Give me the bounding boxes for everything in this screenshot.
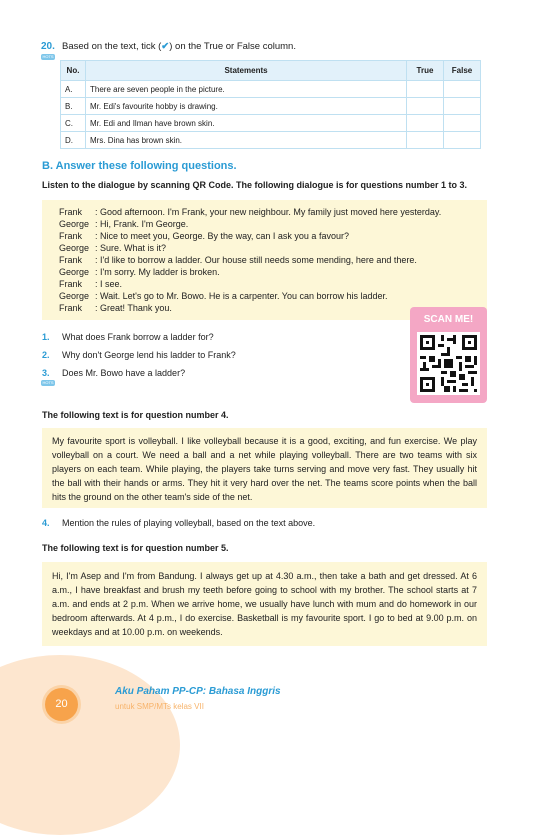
dialogue-line [59,219,188,229]
line-text: : Great! Thank you. [95,303,172,313]
line-text: : I'd like to borrow a ladder. Our house still needs some mending, here and there. [95,255,417,265]
scan-me-card[interactable] [410,307,487,403]
section-b-instruction: Listen to the dialogue by scanning QR Code. The following dialogue is for questions number 1 to 3. [42,180,468,190]
hots-badge: HOTS [42,54,54,59]
dialogue-line [59,267,220,277]
header-true: True [407,61,444,81]
true-cell[interactable] [407,132,444,149]
dialogue-box [42,200,487,320]
text-4-body: My favourite sport is volleyball. I like volleyball because it is a good, exciting, and fun exercise. We play volleyball on a court. We need a ball and a net while playing volleyball. There are two teams with six players on each team. While playing, the players take turns serving and move very fast. They usually hit the ball with their hands or arms. They hit it very hard over the net. The teams score points when the ball hits the ground on the other team's side of the net. [52,436,477,502]
true-cell[interactable] [407,115,444,132]
book-subtitle: untuk SMP/MTs kelas VII [115,702,204,711]
question-20-text [62,41,296,52]
question-number: 3. [42,368,50,378]
header-no: No. [61,61,86,81]
line-text: : Good afternoon. I'm Frank, your new neighbour. My family just moved here yesterday. [95,207,442,217]
speaker: George [59,291,90,301]
header-statements: Statements [86,61,407,81]
tick-icon: ✔ [161,41,170,52]
speaker: Frank [59,207,83,217]
question-number-20: 20. [41,41,55,52]
speaker: Frank [59,231,83,241]
row-statement: Mr. Edi's favourite hobby is drawing. [86,98,407,115]
dialogue-line [59,291,388,301]
text-5-box [42,562,487,646]
speaker: Frank [59,279,83,289]
question-number: 4. [42,518,50,528]
row-statement: There are seven people in the picture. [86,81,407,98]
true-false-table [60,60,481,149]
table-row [61,115,481,132]
table-row [61,132,481,149]
text-5-heading: The following text is for question number 5. [42,543,229,553]
question-20-text-after: ) on the True or False column. [169,41,296,52]
row-statement: Mr. Edi and Ilman have brown skin. [86,115,407,132]
true-cell[interactable] [407,81,444,98]
scan-me-label: SCAN ME! [423,314,474,325]
speaker: Frank [59,303,83,313]
false-cell[interactable] [444,132,481,149]
table-row [61,81,481,98]
speaker: George [59,267,90,277]
text-4-heading: The following text is for question number 4. [42,410,229,420]
page-number-badge [45,688,78,721]
row-no: A. [61,81,86,98]
question-20-text-before: Based on the text, tick ( [62,41,162,52]
row-no: D. [61,132,86,149]
false-cell[interactable] [444,81,481,98]
row-no: C. [61,115,86,132]
line-text: : Nice to meet you, George. By the way, can I ask you a favour? [95,231,349,241]
text-4-box [42,428,487,508]
qr-code-icon[interactable] [417,332,480,395]
book-title: Aku Paham PP-CP: Bahasa Inggris [115,686,281,697]
text-5-body: Hi, I'm Asep and I'm from Bandung. I always get up at 4.30 a.m., then take a bath and get dressed. At 6 a.m., I have breakfast and brush my teeth before going to school with my brother. The school starts at 7 a.m. and ends at 2 p.m. When we arrive home, we usually have lunch with mum and do homework in our bedroom afterwards. At 4 p.m., I do exercise. Basketball is my favourite sport. I go to bed at 9.00 p.m. on weekdays and at 10.00 p.m. on weekends. [52,571,477,637]
false-cell[interactable] [444,115,481,132]
line-text: : Hi, Frank. I'm George. [95,219,189,229]
line-text: : Wait. Let's go to Mr. Bowo. He is a carpenter. You can borrow his ladder. [95,291,388,301]
question-text: Why don't George lend his ladder to Frank? [62,350,236,360]
table-header-row [61,61,481,81]
speaker: George [59,243,90,253]
dialogue-line [59,303,172,313]
dialogue-line [59,207,441,217]
speaker: George [59,219,90,229]
page-number: 20 [55,698,68,710]
question-text: Mention the rules of playing volleyball, based on the text above. [62,518,316,528]
speaker: Frank [59,255,83,265]
dialogue-line [59,279,122,289]
footer-decoration [0,655,180,835]
hots-badge: HOTS [42,380,54,385]
question-item [42,332,214,342]
question-item [42,350,236,360]
section-b-title: B. Answer these following questions. [42,160,237,172]
question-number: 1. [42,332,50,342]
false-cell[interactable] [444,98,481,115]
table-row [61,98,481,115]
header-false: False [444,61,481,81]
question-text: What does Frank borrow a ladder for? [62,332,214,342]
question-number: 2. [42,350,50,360]
question-item [42,518,315,528]
dialogue-line [59,255,417,265]
question-text: Does Mr. Bowo have a ladder? [62,368,186,378]
true-cell[interactable] [407,98,444,115]
question-item [42,368,185,378]
line-text: : Sure. What is it? [95,243,167,253]
row-no: B. [61,98,86,115]
dialogue-line [59,231,349,241]
line-text: : I see. [95,279,123,289]
line-text: : I'm sorry. My ladder is broken. [95,267,220,277]
dialogue-line [59,243,166,253]
row-statement: Mrs. Dina has brown skin. [86,132,407,149]
